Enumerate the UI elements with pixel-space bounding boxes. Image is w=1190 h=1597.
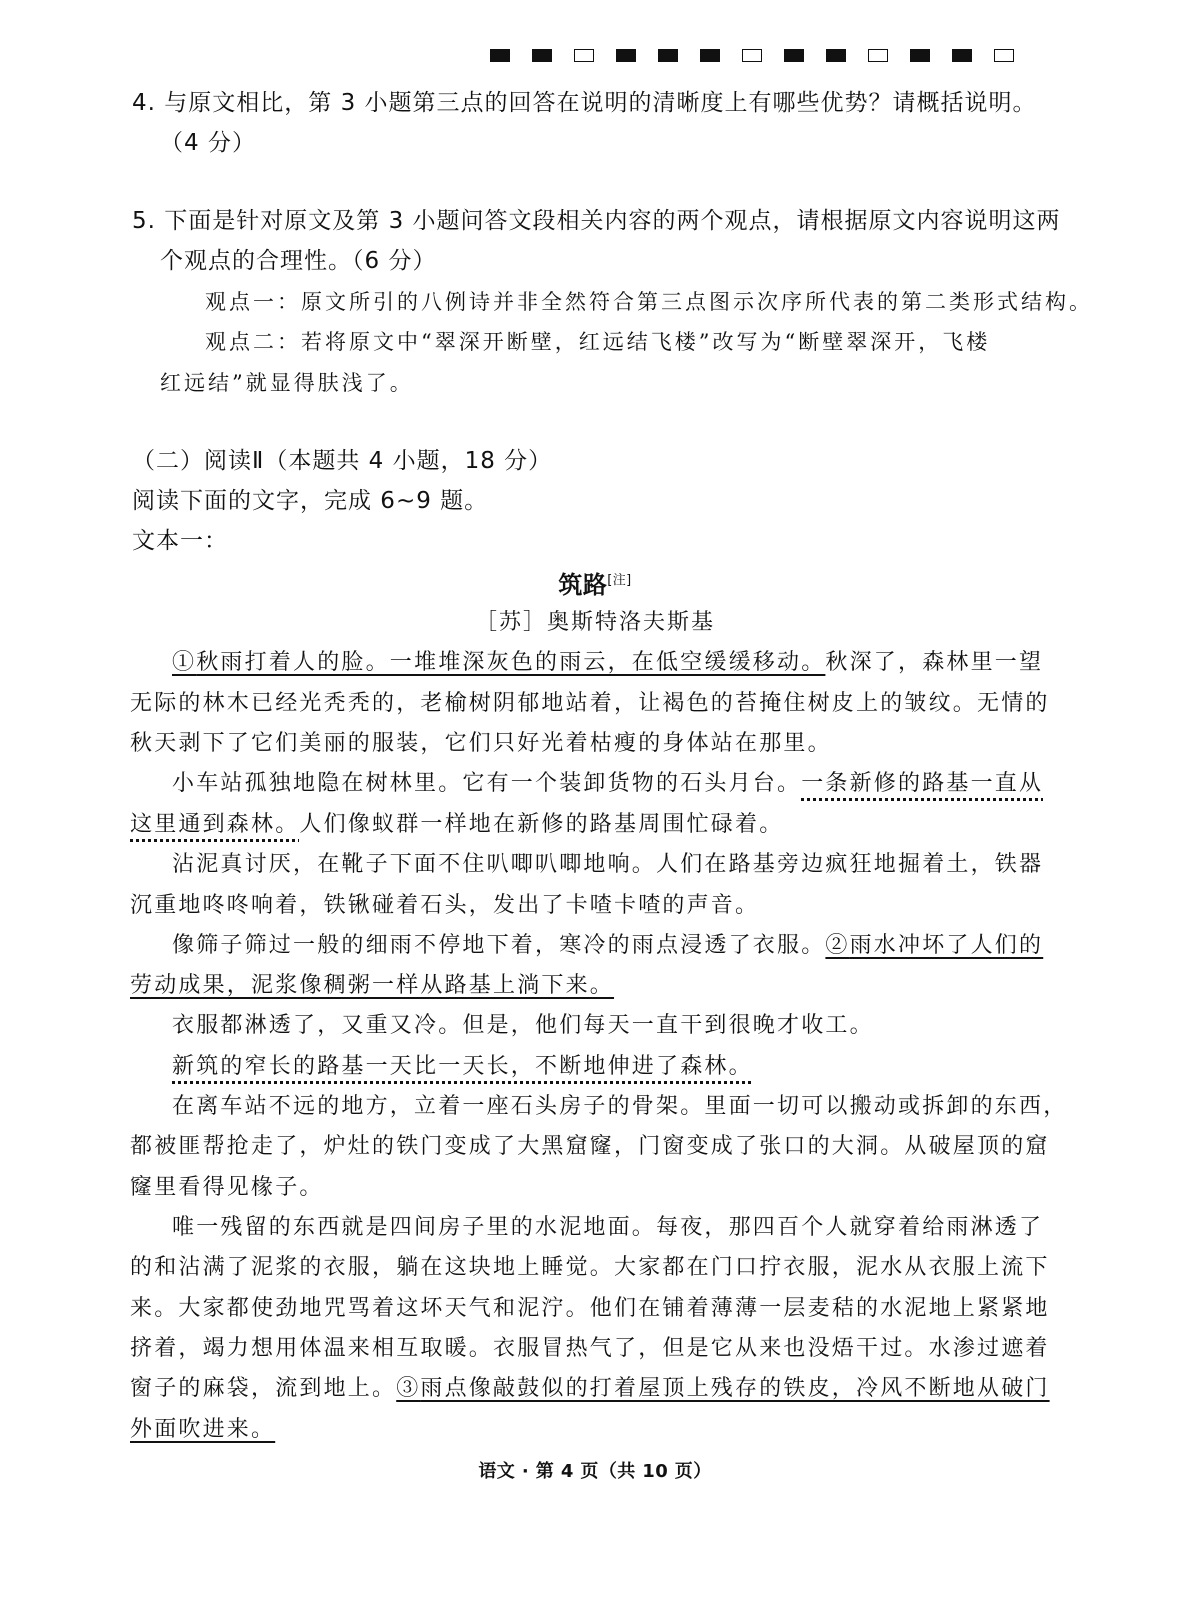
- header-marks: [490, 49, 1036, 62]
- underline-2b: 劳动成果，泥浆像稠粥一样从路基上淌下来。: [130, 973, 615, 998]
- dotted-2: 新筑的窄长的路基一天比一天长，不断地伸进了森林。: [172, 1054, 753, 1079]
- p1-rest: 秋深了，森林里一望: [825, 650, 1044, 675]
- underline-3b: 外面吹进来。: [130, 1417, 276, 1442]
- marker-1: ①: [172, 650, 197, 675]
- p8-line2: 的和沾满了泥浆的衣服，躺在这块地上睡觉。大家都在门口拧衣服，泥水从衣服上流下: [130, 1255, 1050, 1280]
- q4-line1: 4. 与原文相比，第 3 小题第三点的回答在说明的清晰度上有哪些优势？请概括说明。: [132, 90, 1037, 116]
- q5-view2-line1: 观点二：若将原文中“翠深开断壁，红远结飞楼”改写为“断壁翠深开，飞楼: [205, 330, 991, 354]
- p7-line2: 都被匪帮抢走了，炉灶的铁门变成了大黑窟窿，门窗变成了张口的大洞。从破屋顶的窟: [130, 1134, 1050, 1159]
- p4-line2: [130, 971, 614, 1001]
- header-mark-filled: [826, 49, 846, 62]
- p1-line1: [172, 648, 1043, 678]
- q5-view2-line2: 红远结”就显得肤浅了。: [160, 371, 414, 395]
- header-mark-filled: [658, 49, 678, 62]
- p2-line2: [130, 810, 783, 840]
- marker-2: ②: [825, 933, 850, 958]
- p2-line1: [172, 769, 1043, 799]
- header-mark-empty: [574, 49, 594, 62]
- header-mark-empty: [868, 49, 888, 62]
- q5-line2: 个观点的合理性。（6 分）: [160, 248, 437, 274]
- section-instruction: 阅读下面的文字，完成 6~9 题。: [132, 488, 489, 514]
- p2-rest: 人们像蚁群一样地在新修的路基周围忙碌着。: [299, 812, 784, 837]
- p3-line2: 沉重地咚咚响着，铁锹碰着石头，发出了卡喳卡喳的声音。: [130, 893, 760, 918]
- p8-line6: [130, 1415, 275, 1445]
- p2-plain: 小车站孤独地隐在树林里。它有一个装卸货物的石头月台。: [172, 771, 802, 796]
- header-mark-filled: [784, 49, 804, 62]
- header-mark-filled: [952, 49, 972, 62]
- article-title: [0, 566, 1190, 600]
- p8-plain: 窗子的麻袋，流到地上。: [130, 1376, 397, 1401]
- article-author: ［苏］奥斯特洛夫斯基: [474, 610, 715, 635]
- section-heading: （二）阅读Ⅱ（本题共 4 小题，18 分）: [132, 448, 553, 474]
- header-mark-empty: [742, 49, 762, 62]
- q5-line1: 5. 下面是针对原文及第 3 小题问答文段相关内容的两个观点，请根据原文内容说明这两: [132, 208, 1061, 234]
- p7-line1: 在离车站不远的地方，立着一座石头房子的骨架。里面一切可以搬动或拆卸的东西，: [172, 1094, 1068, 1119]
- p8-line5: [130, 1374, 1050, 1404]
- p3-line1: 沾泥真讨厌，在靴子下面不住叭唧叭唧地响。人们在路基旁边疯狂地掘着土，铁器: [172, 852, 1044, 877]
- q4-line2: （4 分）: [160, 130, 256, 156]
- p6: [172, 1052, 753, 1082]
- header-mark-filled: [910, 49, 930, 62]
- header-mark-empty: [994, 49, 1014, 62]
- q5-view1: 观点一：原文所引的八例诗并非全然符合第三点图示次序所代表的第二类形式结构。: [205, 290, 1093, 314]
- p5: 衣服都淋透了，又重又冷。但是，他们每天一直干到很晚才收工。: [172, 1013, 874, 1038]
- dotted-1a: 一条新修的路基一直从: [801, 771, 1044, 796]
- header-mark-filled: [490, 49, 510, 62]
- p8-line1: 唯一残留的东西就是四间房子里的水泥地面。每夜，那四百个人就穿着给雨淋透了: [172, 1215, 1044, 1240]
- title-note: [注]: [607, 573, 632, 588]
- p4-plain: 像筛子筛过一般的细雨不停地下着，寒冷的雨点浸透了衣服。: [172, 933, 826, 958]
- header-mark-filled: [616, 49, 636, 62]
- p1-line3: 秋天剥下了它们美丽的服装，它们只好光着枯瘦的身体站在那里。: [130, 731, 832, 756]
- underline-2a: 雨水冲坏了人们的: [849, 933, 1044, 958]
- header-mark-filled: [532, 49, 552, 62]
- p4-line1: [172, 931, 1043, 961]
- header-mark-filled: [700, 49, 720, 62]
- p8-line4: 挤着，竭力想用体温来相互取暖。衣服冒热气了，但是它从来也没焐干过。水渗过遮着: [130, 1336, 1050, 1361]
- text-label: 文本一：: [132, 528, 228, 554]
- dotted-1b: 这里通到森林。: [130, 812, 300, 837]
- p1-line2: 无际的林木已经光秃秃的，老榆树阴郁地站着，让褐色的苔掩住树皮上的皱纹。无情的: [130, 691, 1050, 716]
- marker-3: ③: [396, 1376, 421, 1401]
- p8-line3: 来。大家都使劲地咒骂着这坏天气和泥泞。他们在铺着薄薄一层麦秸的水泥地上紧紧地: [130, 1296, 1050, 1321]
- page-footer: 语文 · 第 4 页（共 10 页）: [478, 1461, 712, 1482]
- article-title-text: 筑路: [558, 571, 608, 599]
- p7-line3: 窿里看得见椽子。: [130, 1175, 324, 1200]
- underline-3a: 雨点像敲鼓似的打着屋顶上残存的铁皮，冷风不断地从破门: [420, 1376, 1050, 1401]
- underline-1: 秋雨打着人的脸。一堆堆深灰色的雨云，在低空缓缓移动。: [196, 650, 826, 675]
